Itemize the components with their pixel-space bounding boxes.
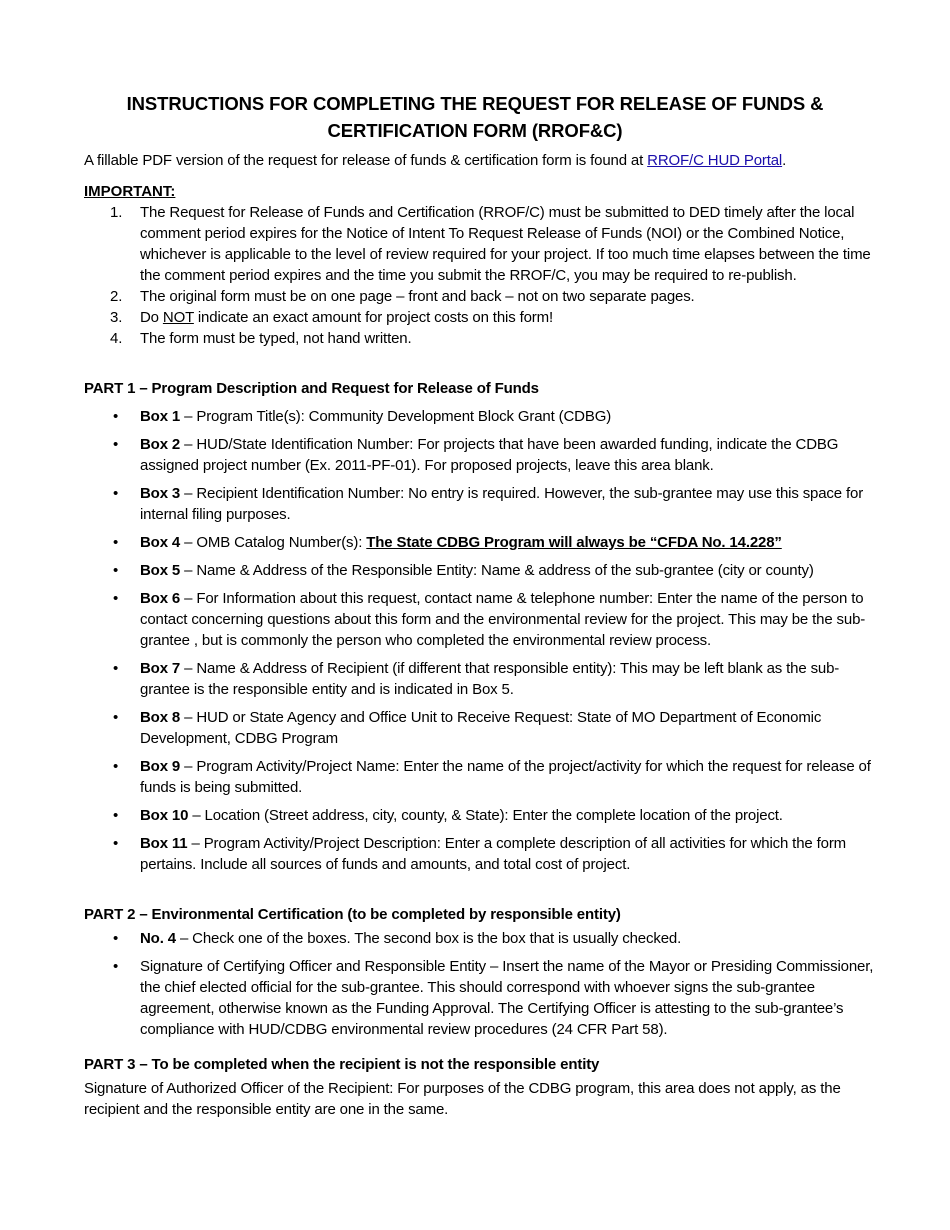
box-text: – Recipient Identification Number: No entry is required. However, the sub-grantee may use this space for internal filing purposes.	[140, 485, 864, 523]
bullet-icon: •	[113, 709, 119, 726]
part1-list	[84, 406, 874, 882]
important-item-4	[84, 328, 874, 349]
list-number: 3.	[110, 309, 123, 326]
part1-heading: PART 1 – Program Description and Request for Release of Funds	[84, 380, 539, 397]
bullet-icon: •	[113, 485, 119, 502]
part2-list	[84, 928, 874, 1047]
box-text: – Program Activity/Project Description: Enter a complete description of all activities for which the form pertains. Include all sources of funds and amounts, and total cost of project.	[140, 835, 847, 873]
item-label: No. 4	[140, 930, 176, 947]
title-line-1: INSTRUCTIONS FOR COMPLETING THE REQUEST FOR RELEASE OF FUNDS &	[126, 93, 824, 114]
box-text: – HUD/State Identification Number: For projects that have been awarded funding, indicate the CDBG assigned project number (Ex. 2011-PF-01). For proposed projects, leave this area blank.	[140, 436, 839, 474]
important-item-3	[84, 307, 874, 328]
box-label: Box 6	[140, 590, 181, 607]
box-text: – Location (Street address, city, county, & State): Enter the complete location of the project.	[188, 807, 783, 824]
part3-heading: PART 3 – To be completed when the recipient is not the responsible entity	[84, 1056, 600, 1073]
box-10-item	[84, 805, 874, 826]
box-6-item	[84, 588, 874, 651]
important-item-text-pre: Do	[140, 309, 163, 326]
box-4-item	[84, 532, 874, 553]
box-text: – Program Title(s): Community Development Block Grant (CDBG)	[180, 408, 612, 425]
box-label: Box 7	[140, 660, 181, 677]
bullet-icon: •	[113, 835, 119, 852]
box-5-item	[84, 560, 874, 581]
box-text: – OMB Catalog Number(s):	[180, 534, 367, 551]
box-text: – Name & Address of Recipient (if different that responsible entity): This may be left blank as the sub-grantee is the responsible entity and is indicated in Box 5.	[140, 660, 840, 698]
list-number: 2.	[110, 288, 123, 305]
box-label: Box 8	[140, 709, 181, 726]
rrofc-hud-portal-link[interactable]: RROF/C HUD Portal	[647, 152, 783, 169]
important-item-text-post: indicate an exact amount for project costs on this form!	[193, 309, 553, 326]
item-text: – Check one of the boxes. The second box is the box that is usually checked.	[175, 930, 682, 947]
intro-paragraph	[84, 150, 884, 171]
box-7-item	[84, 658, 874, 700]
box-1-item	[84, 406, 874, 427]
bullet-icon: •	[113, 408, 119, 425]
box-11-item	[84, 833, 874, 875]
box-2-item	[84, 434, 874, 476]
box-label: Box 9	[140, 758, 181, 775]
cfda-emphasis: The State CDBG Program will always be “CFDA No. 14.228”	[366, 534, 782, 551]
box-label: Box 5	[140, 562, 181, 579]
box-text: – For Information about this request, contact name & telephone number: Enter the name of the person to contact concerning questions about this form and the environmental review for the project. This may be the sub-grantee , but is commonly the person who completed the environmental review process.	[140, 590, 866, 649]
part2-heading: PART 2 – Environmental Certification (to be completed by responsible entity)	[84, 906, 621, 923]
page-title	[84, 90, 866, 144]
important-item-underlined: NOT	[162, 309, 194, 326]
box-label: Box 2	[140, 436, 181, 453]
bullet-icon: •	[113, 660, 119, 677]
important-item-text: The Request for Release of Funds and Certification (RROF/C) must be submitted to DED timely after the local comment period expires for the Notice of Intent To Request Release of Funds (NOI) or the Combined Notice, whichever is applicable to the level of review required for your project. If too much time elapses between the time the comment period expires and the time you submit the RROF/C, you may be required to re-publish.	[140, 204, 871, 284]
bullet-icon: •	[113, 534, 119, 551]
box-label: Box 3	[140, 485, 181, 502]
important-item-2	[84, 286, 874, 307]
important-item-1	[84, 202, 874, 286]
box-label: Box 4	[140, 534, 181, 551]
important-heading: IMPORTANT:	[84, 183, 176, 200]
no-4-item	[84, 928, 874, 949]
title-line-2: CERTIFICATION FORM (RROF&C)	[327, 120, 623, 141]
box-8-item	[84, 707, 874, 749]
box-label: Box 11	[140, 835, 188, 852]
bullet-icon: •	[113, 758, 119, 775]
bullet-icon: •	[113, 930, 119, 947]
intro-text: A fillable PDF version of the request for release of funds & certification form is found at	[84, 152, 648, 169]
box-text: – Name & Address of the Responsible Entity: Name & address of the sub-grantee (city or county)	[180, 562, 814, 579]
important-item-text: The original form must be on one page – front and back – not on two separate pages.	[140, 288, 695, 305]
signature-certifying-officer-item	[84, 956, 874, 1040]
important-item-text: The form must be typed, not hand written.	[140, 330, 412, 347]
bullet-icon: •	[113, 590, 119, 607]
item-text: Signature of Certifying Officer and Responsible Entity – Insert the name of the Mayor or Presiding Commissioner, the chief elected official for the sub-grantee. This should correspond with whoever signs the sub-grantee agreement, otherwise known as the Funding Approval. The Certifying Officer is attesting to the sub-grantee’s compliance with HUD/CDBG environmental review procedures (24 CFR Part 58).	[140, 958, 874, 1038]
part3-paragraph: Signature of Authorized Officer of the Recipient: For purposes of the CDBG program, this area does not apply, as the recipient and the responsible entity are one in the same.	[84, 1080, 841, 1118]
bullet-icon: •	[113, 958, 119, 975]
box-label: Box 1	[140, 408, 181, 425]
box-label: Box 10	[140, 807, 189, 824]
bullet-icon: •	[113, 436, 119, 453]
intro-period: .	[782, 152, 787, 169]
bullet-icon: •	[113, 562, 119, 579]
list-number: 1.	[110, 204, 123, 221]
box-9-item	[84, 756, 874, 798]
bullet-icon: •	[113, 807, 119, 824]
box-text: – HUD or State Agency and Office Unit to Receive Request: State of MO Department of Economic Development, CDBG Program	[140, 709, 822, 747]
list-number: 4.	[110, 330, 123, 347]
box-3-item	[84, 483, 874, 525]
important-list	[84, 202, 874, 349]
box-text: – Program Activity/Project Name: Enter the name of the project/activity for which the request for release of funds is being submitted.	[140, 758, 871, 796]
